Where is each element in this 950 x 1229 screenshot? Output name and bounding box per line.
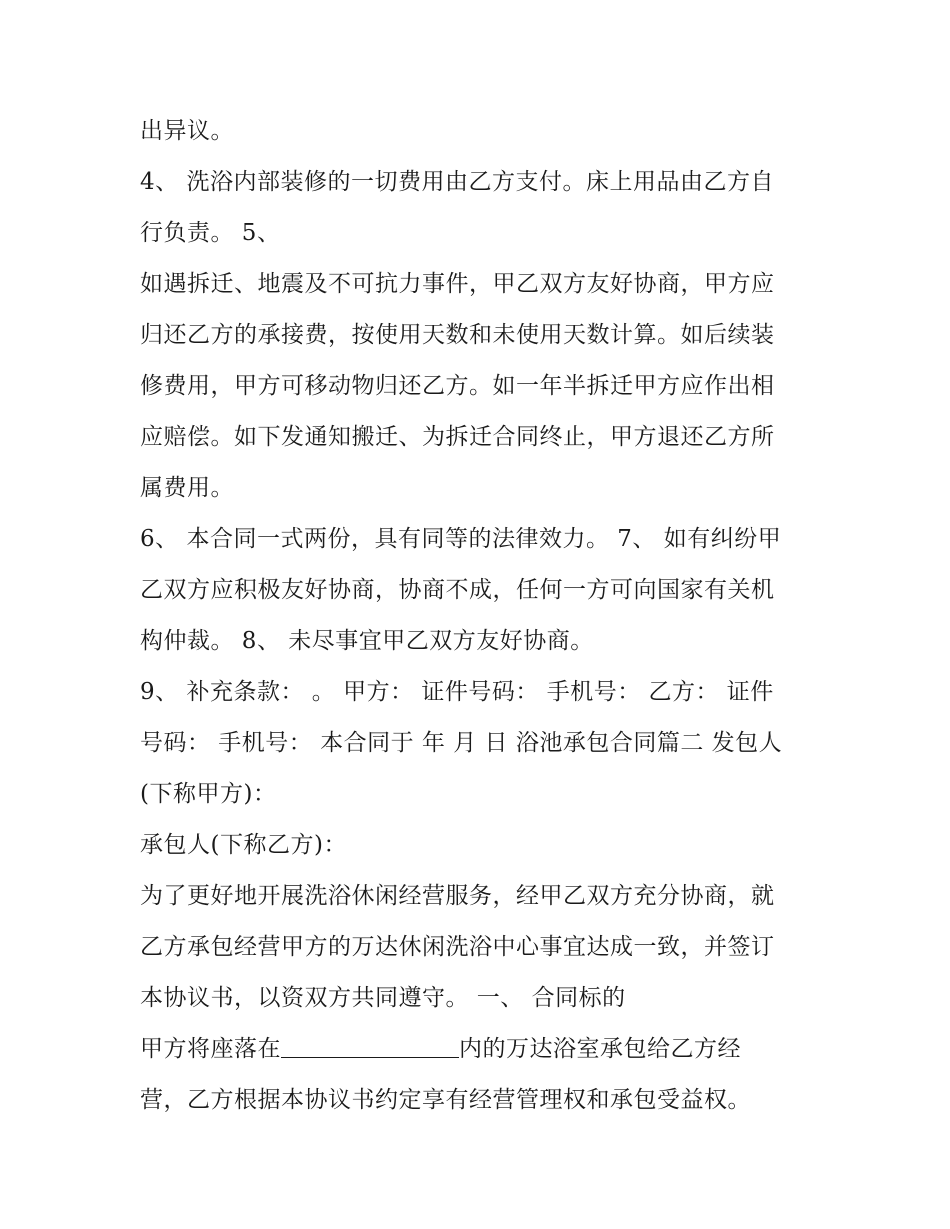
text-line: 本协议书，以资双方共同遵守。 一、 合同标的	[140, 985, 626, 1011]
text-line: (下称甲方)：	[140, 781, 277, 807]
text-line: 归还乙方的承接费，按使用天数和未使用天数计算。如后续装	[140, 322, 775, 348]
text-line: 属费用。	[140, 475, 234, 501]
text-line: 9、 补充条款： 。 甲方： 证件号码： 手机号： 乙方： 证件	[140, 679, 774, 705]
text-line: 营，乙方根据本协议书约定享有经营管理权和承包受益权。	[140, 1087, 751, 1113]
fill-in-blank	[281, 1035, 459, 1058]
text-line: 修费用，甲方可移动物归还乙方。如一年半拆迁甲方应作出相	[140, 373, 775, 399]
text-line: 4、 洗浴内部装修的一切费用由乙方支付。床上用品由乙方自	[140, 169, 774, 195]
text-line: 出异议。	[140, 118, 234, 144]
document-page	[140, 106, 820, 1126]
text-line: 为了更好地开展洗浴休闲经营服务，经甲乙双方充分协商，就	[140, 883, 775, 909]
text-line-with-blank	[140, 1024, 820, 1075]
text-line: 号码： 手机号： 本合同于 年 月 日 浴池承包合同篇二 发包人	[140, 730, 783, 756]
text-line: 乙双方应积极友好协商，协商不成，任何一方可向国家有关机	[140, 577, 775, 603]
text-segment: 内的万达浴室承包给乙方经	[459, 1036, 741, 1062]
text-line: 构仲裁。 8、 未尽事宜甲乙双方友好协商。	[140, 628, 594, 654]
text-line: 如遇拆迁、地震及不可抗力事件，甲乙双方友好协商，甲方应	[140, 271, 775, 297]
text-line: 承包人(下称乙方)：	[140, 832, 347, 858]
text-line: 乙方承包经营甲方的万达休闲洗浴中心事宜达成一致，并签订	[140, 934, 775, 960]
text-line: 行负责。 5、	[140, 220, 281, 246]
text-segment: 甲方将座落在	[140, 1036, 281, 1062]
text-line: 6、 本合同一式两份，具有同等的法律效力。 7、 如有纠纷甲	[140, 526, 782, 552]
text-line: 应赔偿。如下发通知搬迁、为拆迁合同终止，甲方退还乙方所	[140, 424, 775, 450]
